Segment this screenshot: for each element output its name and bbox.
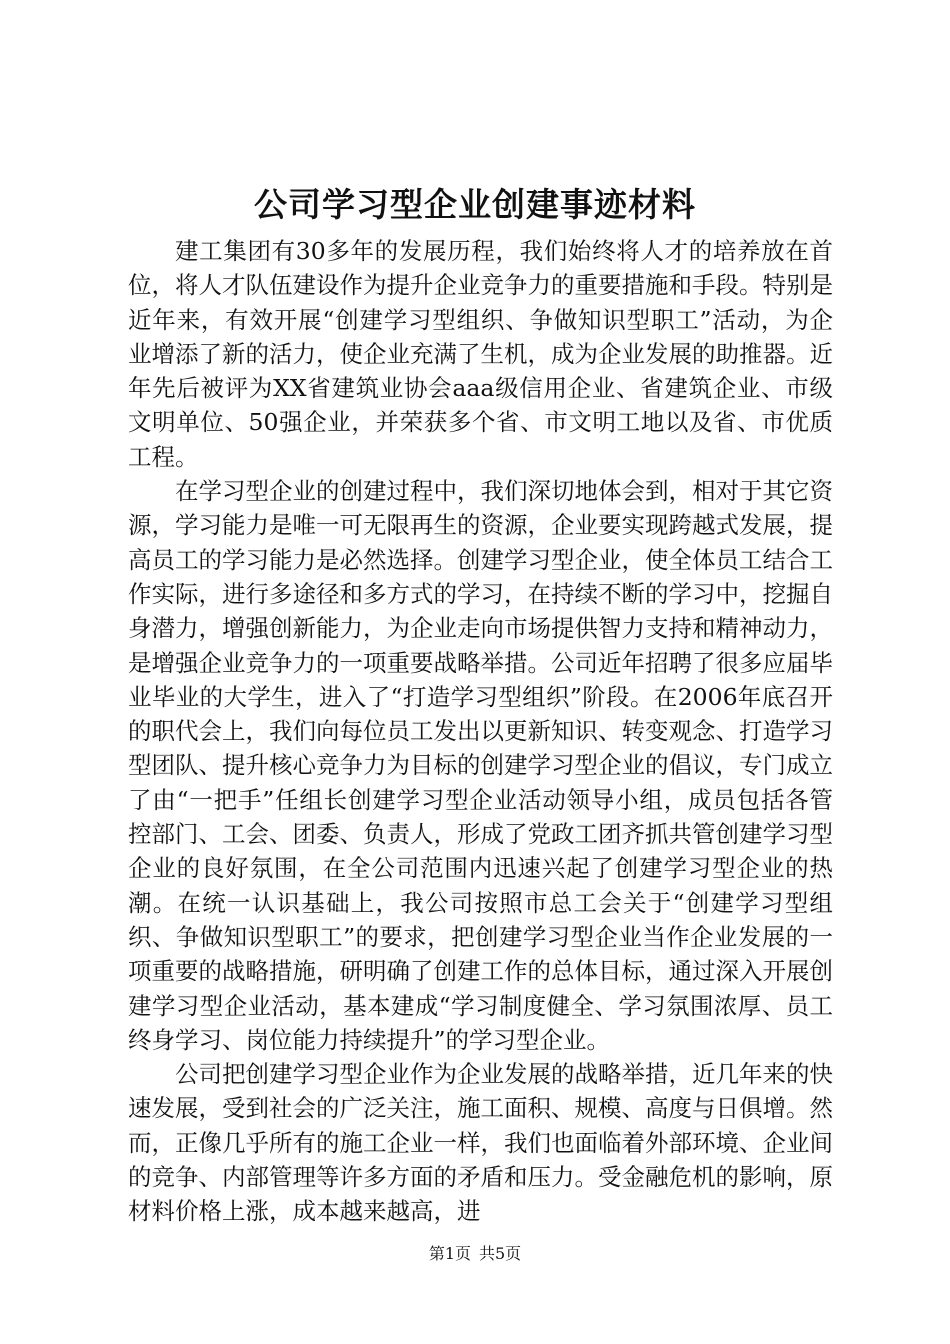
paragraph-3: 公司把创建学习型企业作为企业发展的战略举措，近几年来的快速发展，受到社会的广泛关注，施工面积、规模、高度与日俱增。然而，正像几乎所有的施工企业一样，我们也面临着外部环境、企业间的竞争、内部管理等许多方面的矛盾和压力。受金融危机的影响，原材料价格上涨，成本越来越高，进 (128, 1060, 833, 1226)
document-body (128, 234, 833, 1229)
document-title: 公司学习型企业创建事迹材料 (254, 185, 696, 224)
page-number: 第1页 (428, 1244, 471, 1263)
paragraph-1: 建工集团有30多年的发展历程，我们始终将人才的培养放在首位，将人才队伍建设作为提升企业竞争力的重要措施和手段。特别是近年来，有效开展“创建学习型组织、争做知识型职工”活动，为企业增添了新的活力，使企业充满了生机，成为企业发展的助推器。近年先后被评为XX省建筑业协会aaa级信用企业、省建筑企业、市级文明单位、50强企业，并荣获多个省、市文明工地以及省、市优质工程。 (128, 237, 833, 471)
page-footer (0, 1243, 950, 1265)
paragraph-2: 在学习型企业的创建过程中，我们深切地体会到，相对于其它资源，学习能力是唯一可无限再生的资源，企业要实现跨越式发展，提高员工的学习能力是必然选择。创建学习型企业，使全体员工结合工作实际，进行多途径和多方式的学习，在持续不断的学习中，挖掘自身潜力，增强创新能力，为企业走向市场提供智力支持和精神动力，是增强企业竞争力的一项重要战略举措。公司近年招聘了很多应届毕业毕业的大学生，进入了“打造学习型组织”阶段。在2006年底召开的职代会上，我们向每位员工发出以更新知识、转变观念、打造学习型团队、提升核心竞争力为目标的创建学习型企业的倡议，专门成立了由“一把手”任组长创建学习型企业活动领导小组，成员包括各管控部门、工会、团委、负责人，形成了党政工团齐抓共管创建学习型企业的良好氛围，在全公司范围内迅速兴起了创建学习型企业的热潮。在统一认识基础上，我公司按照市总工会关于“创建学习型组织、争做知识型职工”的要求，把创建学习型企业当作企业发展的一项重要的战略措施，研明确了创建工作的总体目标，通过深入开展创建学习型企业活动，基本建成“学习制度健全、学习氛围浓厚、员工终身学习、岗位能力持续提升”的学习型企业。 (128, 477, 833, 1054)
page-total: 共5页 (479, 1244, 522, 1263)
